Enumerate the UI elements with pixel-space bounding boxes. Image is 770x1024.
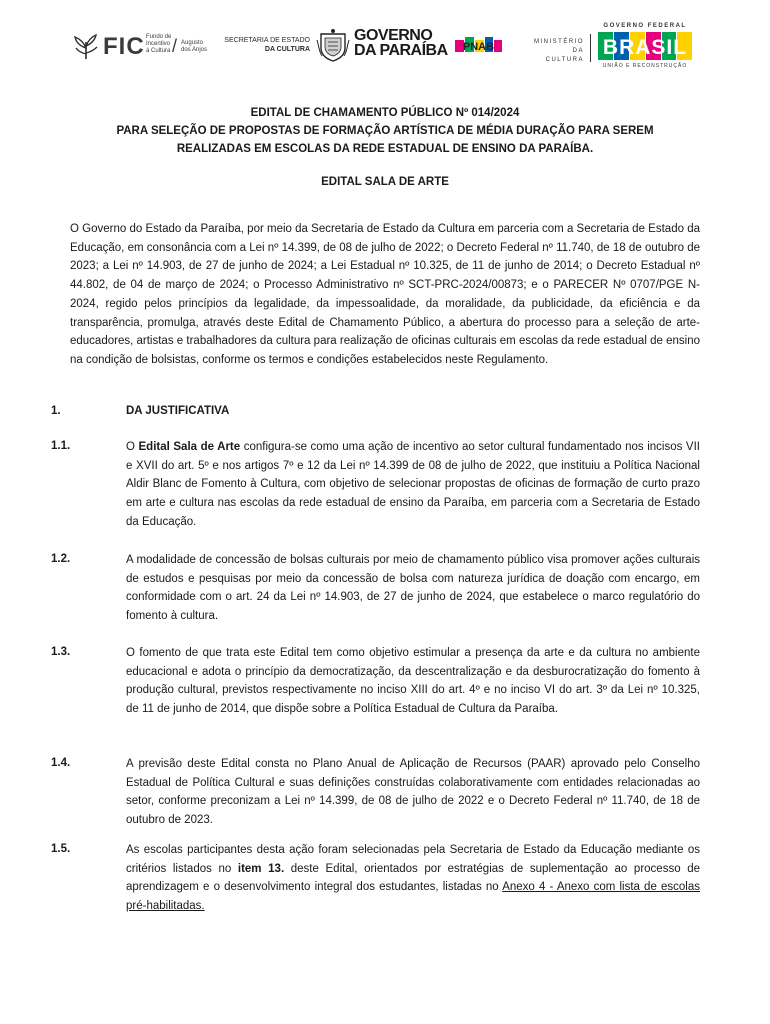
section-number: 1. [51,405,61,417]
brasil-logo [598,32,692,60]
uniao-reconstrucao-label: UNIÃO E RECONSTRUÇÃO [602,63,688,69]
fic-sub-line2: Incentivo [146,41,171,47]
item-1-5-text [126,841,700,916]
paraiba-seal-icon [316,28,350,62]
pnab-logo [455,34,502,58]
anexo-4-link[interactable]: Anexo 4 - Anexo com lista de escolas pré-habilitadas. [126,881,700,913]
governo-paraiba-logo [354,28,448,58]
item-1-5-pre: As escolas participantes desta ação foram selecionadas pela Secretaria de Estado da Educação mediante os critérios listados no [126,844,700,875]
fic-leaf-icon [72,34,100,60]
governo-federal-label: GOVERNO FEDERAL [603,23,687,29]
section-heading: DA JUSTIFICATIVA [126,405,230,417]
item-number-1-3: 1.3. [51,646,71,658]
fic-sub-line1: Fundo de [146,34,172,40]
item-1-3-text: O fomento de que trata este Edital tem como objetivo estimular a presença da arte e da cultura no ambiente educacional e adota o princípio da democratização, da descentralização e da desburocratização do fomento à produção cultural, previstos respectivamente no inciso XIII do art. 4º e no inciso VI do art. 3º da Lei nº 10.325, de 11 de junho de 2014, que dispõe sobre a Política Estadual de Cultura da Paraíba. [126,647,700,716]
item-number-1-5: 1.5. [51,843,71,855]
item-number-1-2: 1.2. [51,553,71,565]
edital-title-line2: PARA SELEÇÃO DE PROPOSTAS DE FORMAÇÃO ARTÍSTICA DE MÉDIA DURAÇÃO PARA SEREM [116,125,654,137]
logo-divider [590,34,591,62]
pnab-text: PNAB [462,41,495,53]
fic-slash: / [172,36,178,56]
item-number-1-4: 1.4. [51,757,71,769]
edital-title-line3: REALIZADAS EM ESCOLAS DA REDE ESTADUAL DE ENSINO DA PARAÍBA. [176,143,594,155]
fic-wordmark: FIC [103,33,145,60]
fic-subtitle-2 [181,40,215,54]
intro-paragraph: O Governo do Estado da Paraíba, por meio da Secretaria de Estado da Cultura em parceria com a Secretaria de Estado da Educação, em consonância com a Lei nº 14.399, de 08 de julho de 2022; o Decreto Federal nº 11.740, de 18 de outubro de 2023; a Lei nº 14.903, de 27 de junho de 2024; a Lei Estadual nº 10.325, de 11 de junho de 2014; o Decreto Estadual nº 44.802, de 04 de março de 2024; o Processo Administrativo nº SCT-PRC-2024/00873; e o PARECER Nº 0707/PGE N-2024, regido pelos princípios da legalidade, da impessoalidade, da moralidade, da publicidade, da eficiência e da transparência, promulga, através deste Edital de Chamamento Público, a abertura do processo para a seleção de arte-educadores, artistas e trabalhadores da cultura para realização de oficinas culturais em escolas da rede estadual de ensino na condição de bolsistas, conforme os termos e condições estabelecidos neste Regulamento. [70,223,700,366]
item-1-1-post: configura-se como uma ação de incentivo ao setor cultural fundamentado nos incisos VII e XVII do art. 5º e nos artigos 7º e 12 da Lei nº 14.399 de 08 de julho de 2022, que instituiu a Política Nacional Aldir Blanc de Fomento à Cultura, com objetivo de selecionar propostas de oficinas de formação de curto prazo em arte e cultura nas escolas da rede estadual de ensino da Paraíba, em parceria com a Secretaria de Estado da Educação. [126,441,700,528]
header-logos [0,0,770,86]
ministerio-line1: MINISTÉRIO DA [533,39,584,54]
item-1-4-text: A previsão deste Edital consta no Plano Anual de Aplicação de Recursos (PAAR) aprovado pelo Conselho Estadual de Política Cultural e suas definições construídas colaborativamente com entidades relacionadas ao setor, conforme preconizam a Lei nº 14.399, de 08 de julho de 2022 e o Decreto Federal nº 11.740, de 18 de outubro de 2023. [126,758,700,827]
governo-pb-line2: DA PARAÍBA [354,42,448,59]
fic-sub2-line1: Augusto [181,40,204,46]
fic-sub-line3: à Cultura [146,48,171,54]
item-1-1-bold: Edital Sala de Arte [138,441,241,453]
item-1-1-text [126,438,700,532]
secretaria-line2: DA CULTURA [264,46,310,53]
item-1-1-pre: O [126,441,139,453]
brasil-text: BRASIL [602,36,688,59]
item-1-2-text: A modalidade de concessão de bolsas culturais por meio de chamamento público visa promover ações culturais de estudos e pesquisas por meio da concessão de bolsa com natureza jurídica de doação com encargo, em conformidade com o art. 24 da Lei nº 14.903, de 27 de junho de 2024, que estabelece o marco regulatório do fomento à cultura. [126,554,700,623]
ministerio-cultura-label [520,38,584,65]
item-number-1-1: 1.1. [51,440,71,452]
item-1-5-mid: deste Edital, orientados por estratégias de suplementação ao processo de aprendizagem e o desenvolvimento integral dos estudantes, listadas no [126,862,701,894]
secretaria-line1: SECRETARIA DE ESTADO [224,37,310,44]
secretaria-label [224,36,310,54]
ministerio-line2: CULTURA [545,57,584,63]
governo-pb-line1: GOVERNO [354,27,433,44]
fic-sub2-line2: dos Anjos [181,47,208,53]
edital-subtitle: EDITAL SALA DE ARTE [321,176,449,188]
item-1-5-bold: item 13. [237,862,285,875]
edital-title-line1: EDITAL DE CHAMAMENTO PÚBLICO Nº 014/2024 [250,107,520,119]
